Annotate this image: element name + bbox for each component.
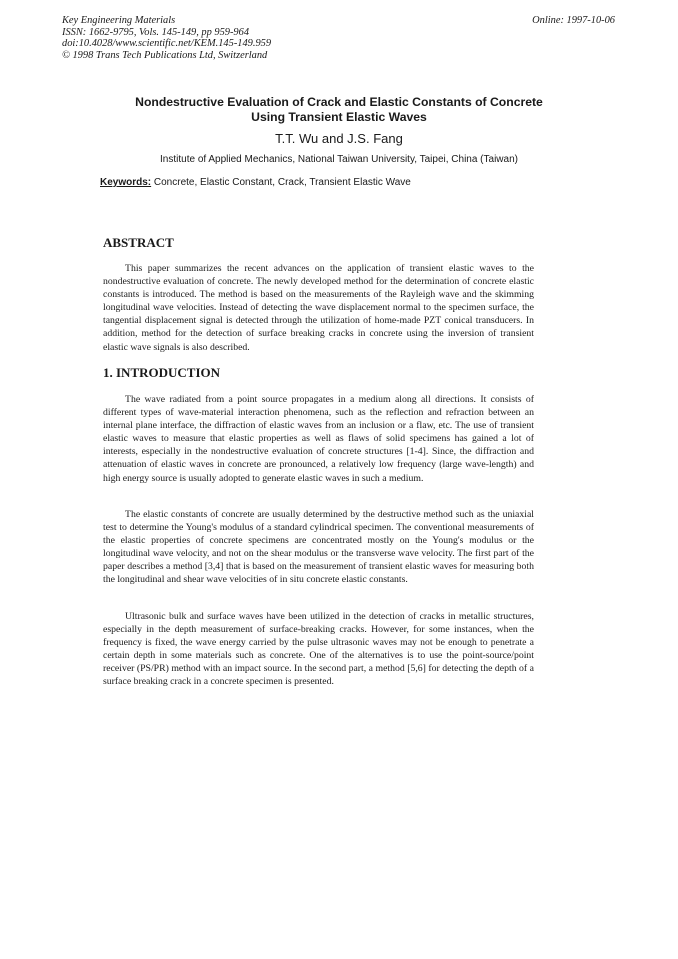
- online-date: Online: 1997-10-06: [532, 15, 615, 26]
- introduction-body-2: [103, 508, 534, 587]
- intro-paragraph-1: The wave radiated from a point source propagates in a medium along all directions. It consists of different types of wave-material interaction phenomena, such as the reflection and refraction between an internal plane interface, the diffraction of elastic waves from an inclusion or a flaw, etc. The use of transient elastic waves to measure that elastic properties as well as flaws of solid specimens has gained a lot of interests, especially in the nondestructive evaluation of concrete structures [1-4]. Since, the diffraction and attenuation of elastic waves in concrete are pronounced, a relatively low frequency (large wave-length) and high energy source is usually adopted to generate elastic waves in such a medium.: [103, 394, 534, 484]
- affiliation: Institute of Applied Mechanics, National Taiwan University, Taipei, China (Taiwan): [160, 154, 518, 165]
- abstract-body: [103, 262, 534, 354]
- introduction-heading: 1. INTRODUCTION: [103, 365, 221, 380]
- journal-metadata: [62, 15, 271, 61]
- abstract-paragraph: This paper summarizes the recent advances on the application of transient elastic waves to the nondestructive evaluation of concrete. The newly developed method for the determination of concrete elastic constants is introduced. The method is based on the measurements of the Rayleigh wave and the skimming longitudinal wave velocities. Instead of detecting the wave displacement normal to the specimen surface, the tangential displacement signal is detected through the utilization of home-made PZT conical transducers. In addition, method for the detection of surface breaking cracks in concrete using the inversion of transient elastic wave signals is also described.: [103, 263, 534, 353]
- intro-paragraph-2: The elastic constants of concrete are usually determined by the destructive method such as the uniaxial test to determine the Young's modulus of a standard cylindrical specimen. The conventional measurements of the elastic properties of concrete specimens are concentrated mostly on the Young's modulus or the longitudinal wave velocity, and not on the shear modulus or the transverse wave velocity. The first part of the paper describes a method [3,4] that is based on the measurement of transient elastic waves for measuring both the longitudinal and shear wave velocities of in situ concrete elastic constants.: [103, 509, 534, 586]
- authors: T.T. Wu and J.S. Fang: [275, 131, 403, 146]
- introduction-body-1: [103, 393, 534, 485]
- title-line-2: Using Transient Elastic Waves: [251, 109, 427, 124]
- copyright-line: © 1998 Trans Tech Publications Ltd, Switzerland: [62, 49, 268, 61]
- issn-line: ISSN: 1662-9795, Vols. 145-149, pp 959-964: [62, 26, 250, 38]
- title-line-1: Nondestructive Evaluation of Crack and Elastic Constants of Concrete: [135, 95, 543, 109]
- introduction-body-3: [103, 610, 534, 689]
- journal-name: Key Engineering Materials: [62, 15, 176, 26]
- paper-title: [70, 95, 608, 124]
- intro-paragraph-3: Ultrasonic bulk and surface waves have been utilized in the detection of cracks in metallic structures, especially in the depth measurement of surface-breaking cracks. However, for some instances, when the frequency is fixed, the wave energy carried by the pulse ultrasonic waves may not be enough to penetrate a certain depth in some materials such as concrete. One of the alternatives is to use the point-source/point receiver (PS/PR) method with an impact source. In the second part, a method [5,6] for detecting the depth of a surface breaking crack in a concrete specimen is presented.: [103, 611, 534, 688]
- keywords-list: Concrete, Elastic Constant, Crack, Transient Elastic Wave: [151, 177, 411, 188]
- doi-line: doi:10.4028/www.scientific.net/KEM.145-149.959: [62, 38, 272, 50]
- keywords-label: Keywords:: [100, 177, 152, 188]
- keywords-line: [100, 177, 411, 189]
- abstract-heading: ABSTRACT: [103, 235, 174, 250]
